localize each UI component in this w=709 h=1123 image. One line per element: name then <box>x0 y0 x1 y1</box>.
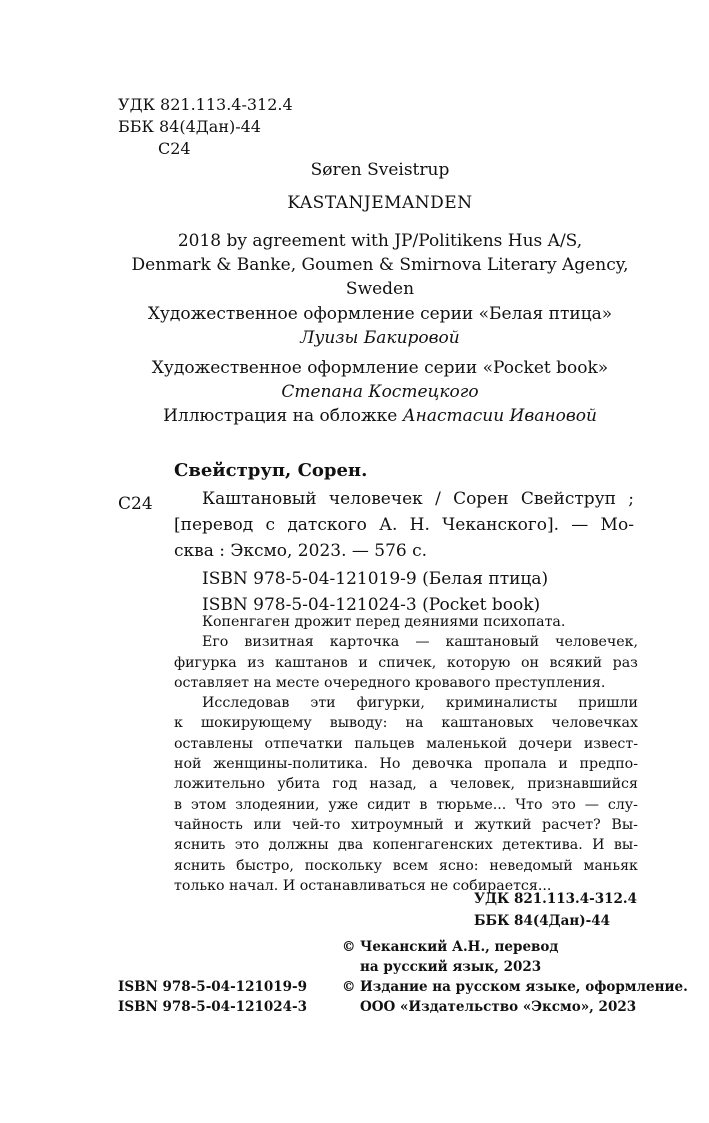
series2-designer: Степана Костецкого <box>281 382 479 402</box>
bibliographic-code: С24 <box>118 494 153 514</box>
annotation-line: в этом злодеянии, уже сидит в тюрьме... Что это — слу- <box>174 796 638 813</box>
rights-line: Denmark & Banke, Goumen & Smirnova Literary Agency, <box>131 255 629 275</box>
illustration-credit: Иллюстрация на обложке Анастасии Ивановой <box>163 406 597 426</box>
biblio-line: Каштановый человечек / Сорен Свейструп ; <box>202 489 634 509</box>
annotation-line: Исследовав эти фигурки, криминалисты пришли <box>202 695 638 712</box>
annotation-line: Копенгаген дрожит перед деяниями психопата. <box>202 614 566 630</box>
annotation-line: ложительно убита год назад, а человек, признавшийся <box>174 776 638 793</box>
bbk-code: ББК 84(4Дан)-44 <box>118 117 261 136</box>
author-code: С24 <box>158 139 191 158</box>
series1-design <box>100 302 660 350</box>
biblio-line: сква : Эксмо, 2023. — 576 с. <box>174 541 428 561</box>
annotation-line: ной женщины-политика. Но девочка пропала и предпо- <box>174 756 638 773</box>
copyright-notices <box>342 937 688 1017</box>
footer-bbk: ББК 84(4Дан)-44 <box>474 913 611 929</box>
series2-design <box>100 356 660 428</box>
copyright-line: © Издание на русском языке, оформление. <box>342 979 688 995</box>
annotation-line: оставлены отпечатки пальцев маленькой дочери извест- <box>174 735 638 752</box>
footer-isbn: ISBN 978-5-04-121024-3 <box>118 999 308 1015</box>
bibliographic-description <box>174 486 634 564</box>
annotation <box>174 612 638 896</box>
annotation-line: к шокирующему выводу: на каштановых человечках <box>174 715 638 732</box>
copyright-symbol: © <box>342 939 356 955</box>
copyright-line: на русский язык, 2023 <box>360 959 542 975</box>
series1-label: Художественное оформление серии «Белая птица» <box>147 304 613 324</box>
annotation-line: яснить это должны два копенгагенских детектива. И вы- <box>174 837 638 854</box>
bibliographic-heading: Свейструп, Сорен. <box>174 460 368 481</box>
copyright-line: © Чеканский А.Н., перевод <box>342 939 559 955</box>
isbn-entry: ISBN 978-5-04-121024-3 (Pocket book) <box>202 595 541 615</box>
rights-line: 2018 by agreement with JP/Politikens Hus A/S, <box>177 231 583 251</box>
udk-code: УДК 821.113.4-312.4 <box>118 95 293 114</box>
annotation-line: оставляет на месте очередного кровавого преступления. <box>174 674 606 691</box>
copyright-symbol: © <box>342 979 356 995</box>
illustration-artist: Анастасии Ивановой <box>402 406 597 426</box>
footer-udk: УДК 821.113.4-312.4 <box>474 891 637 907</box>
original-author: Søren Sveistrup <box>310 160 450 180</box>
annotation-line: только начал. И останавливаться не собирается... <box>174 877 552 894</box>
original-title: KASTANJEMANDEN <box>287 193 473 213</box>
annotation-line: яснить быстро, поскольку всем ясно: неведомый маньяк <box>174 857 638 874</box>
classification-block <box>118 94 293 160</box>
isbn-entry: ISBN 978-5-04-121019-9 (Белая птица) <box>202 569 549 589</box>
biblio-line: [перевод с датского А. Н. Чеканского]. — Мо- <box>174 515 634 535</box>
rights-line: Sweden <box>345 279 415 299</box>
annotation-line: фигурка из каштанов и спичек, которую он всякий раз <box>174 654 638 671</box>
copyright-line: ООО «Издательство «Эксмо», 2023 <box>360 999 637 1015</box>
annotation-line: Его визитная карточка — каштановый человечек, <box>202 634 638 651</box>
footer-isbn-list <box>118 977 307 1017</box>
footer-isbn: ISBN 978-5-04-121019-9 <box>118 979 308 995</box>
annotation-line: чайность или чей-то хитроумный и жуткий расчет? Вы- <box>174 816 638 833</box>
series2-label: Художественное оформление серии «Pocket book» <box>151 358 609 378</box>
isbn-list <box>202 566 548 618</box>
rights-block <box>100 229 660 301</box>
footer-classification <box>474 888 637 932</box>
series1-designer: Луизы Бакировой <box>300 328 460 348</box>
